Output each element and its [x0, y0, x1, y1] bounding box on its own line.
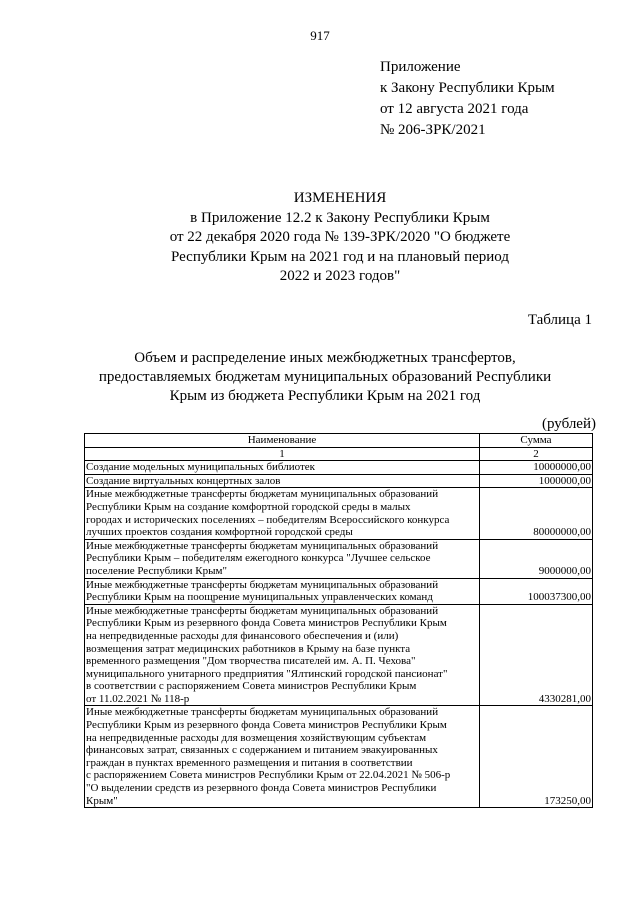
table-label: Таблица 1	[527, 312, 592, 328]
table-row	[85, 488, 593, 539]
row-name-line: Иные межбюджетные трансферты бюджетам муниципальных образований	[86, 706, 439, 719]
row-name-line: Республики Крым на создание комфортной городской среды в малых	[86, 500, 411, 513]
annex-line: от 12 августа 2021 года	[380, 101, 529, 117]
row-name-line: городах и исторических поселениях – победителям Всероссийского конкурса	[86, 513, 450, 526]
row-name-line: лучших проектов создания комфортной городской среды	[86, 526, 353, 539]
row-name-line: Республики Крым из резервного фонда Совета министров Республики Крым	[86, 617, 447, 630]
column-number-sum: 2	[480, 447, 593, 461]
row-name-line: на непредвиденные расходы для финансового обеспечения и (или)	[86, 629, 399, 642]
row-sum-cell: 9000000,00	[480, 539, 593, 578]
row-name-line: с распоряжением Совета министров Республики Крым от 22.04.2021 № 506-р	[86, 769, 451, 782]
row-name-line: возмещения затрат медицинских работников в Крыму на базе пункта	[86, 642, 411, 655]
row-name-line: от 11.02.2021 № 118-р	[86, 692, 190, 705]
row-sum-cell: 1000000,00	[480, 474, 593, 488]
transfers-table	[84, 433, 593, 808]
row-name-cell	[85, 488, 480, 539]
header-name: Наименование	[85, 434, 480, 448]
heading-line: от 22 декабря 2020 года № 139-ЗРК/2020 "О бюджете	[169, 229, 511, 245]
row-name-line: Иные межбюджетные трансферты бюджетам муниципальных образований	[86, 539, 439, 552]
heading-line: Республики Крым на 2021 год и на плановый период	[171, 248, 509, 265]
header-sum: Сумма	[480, 434, 593, 448]
table-header-row	[85, 434, 593, 448]
row-name-line: граждан в пунктах временного размещения и питания в соответствии	[86, 756, 413, 769]
row-sum-cell: 10000000,00	[480, 461, 593, 475]
row-sum-cell: 100037300,00	[480, 578, 593, 604]
document-heading	[130, 189, 550, 287]
heading-title: ИЗМЕНЕНИЯ	[293, 190, 387, 206]
table-row	[85, 474, 593, 488]
row-name-cell	[85, 461, 480, 475]
column-number-name: 1	[85, 447, 480, 461]
annex-reference	[380, 57, 555, 141]
table-row	[85, 578, 593, 604]
row-name-line: "О выделении средств из резервного фонда Совета министров Республики	[86, 782, 437, 795]
subtitle-line: Объем и распределение иных межбюджетных трансфертов,	[134, 350, 516, 366]
row-name-line: Иные межбюджетные трансферты бюджетам муниципальных образований	[86, 604, 439, 617]
heading-line: 2022 и 2023 годов"	[279, 268, 401, 284]
row-name-line: муниципального унитарного предприятия "Ялтинский городской пансионат"	[86, 667, 448, 680]
row-name-line: на непредвиденные расходы для возмещения хозяйствующим субъектам	[86, 731, 427, 744]
units-label: (рублей)	[541, 416, 596, 432]
row-name-cell	[85, 539, 480, 578]
row-name-cell	[85, 578, 480, 604]
subtitle-line: Крым из бюджета Республики Крым на 2021 год	[169, 388, 481, 404]
row-name-line: Создание виртуальных концертных залов	[86, 474, 281, 487]
row-name-line: Иные межбюджетные трансферты бюджетам муниципальных образований	[86, 488, 439, 501]
row-name-line: Республики Крым из резервного фонда Совета министров Республики Крым	[86, 719, 447, 732]
heading-line: в Приложение 12.2 к Закону Республики Крым	[190, 209, 490, 226]
annex-line: № 206-ЗРК/2021	[380, 122, 486, 138]
subtitle-line: предоставляемых бюджетам муниципальных образований Республики	[98, 369, 552, 385]
column-number-row	[85, 447, 593, 461]
row-name-cell	[85, 706, 480, 808]
annex-line: к Закону Республики Крым	[380, 80, 555, 96]
row-name-line: временного размещения "Дом творчества писателей им. А. П. Чехова"	[86, 655, 416, 668]
row-name-cell	[85, 604, 480, 706]
table-row	[85, 539, 593, 578]
row-sum-cell: 80000000,00	[480, 488, 593, 539]
row-name-cell	[85, 474, 480, 488]
row-name-line: Республики Крым на поощрение муниципальных управленческих команд	[86, 591, 433, 604]
table-row	[85, 604, 593, 706]
row-sum-cell: 4330281,00	[480, 604, 593, 706]
annex-line: Приложение	[380, 59, 461, 75]
table-row	[85, 706, 593, 808]
row-name-line: Создание модельных муниципальных библиотек	[86, 461, 316, 474]
table-subtitle	[80, 349, 570, 406]
table-row	[85, 461, 593, 475]
row-name-line: Иные межбюджетные трансферты бюджетам муниципальных образований	[86, 578, 439, 591]
row-sum-cell: 173250,00	[480, 706, 593, 808]
row-name-line: в соответствии с распоряжением Совета министров Республики Крым	[86, 680, 417, 693]
row-name-line: поселение Республики Крым"	[86, 564, 227, 577]
row-name-line: Республики Крым – победителям ежегодного конкурса "Лучшее сельское	[86, 552, 431, 565]
row-name-line: Крым"	[86, 794, 118, 807]
page-number: 917	[310, 28, 330, 43]
row-name-line: финансовых затрат, связанных с содержанием и питанием эвакуированных	[86, 744, 438, 757]
